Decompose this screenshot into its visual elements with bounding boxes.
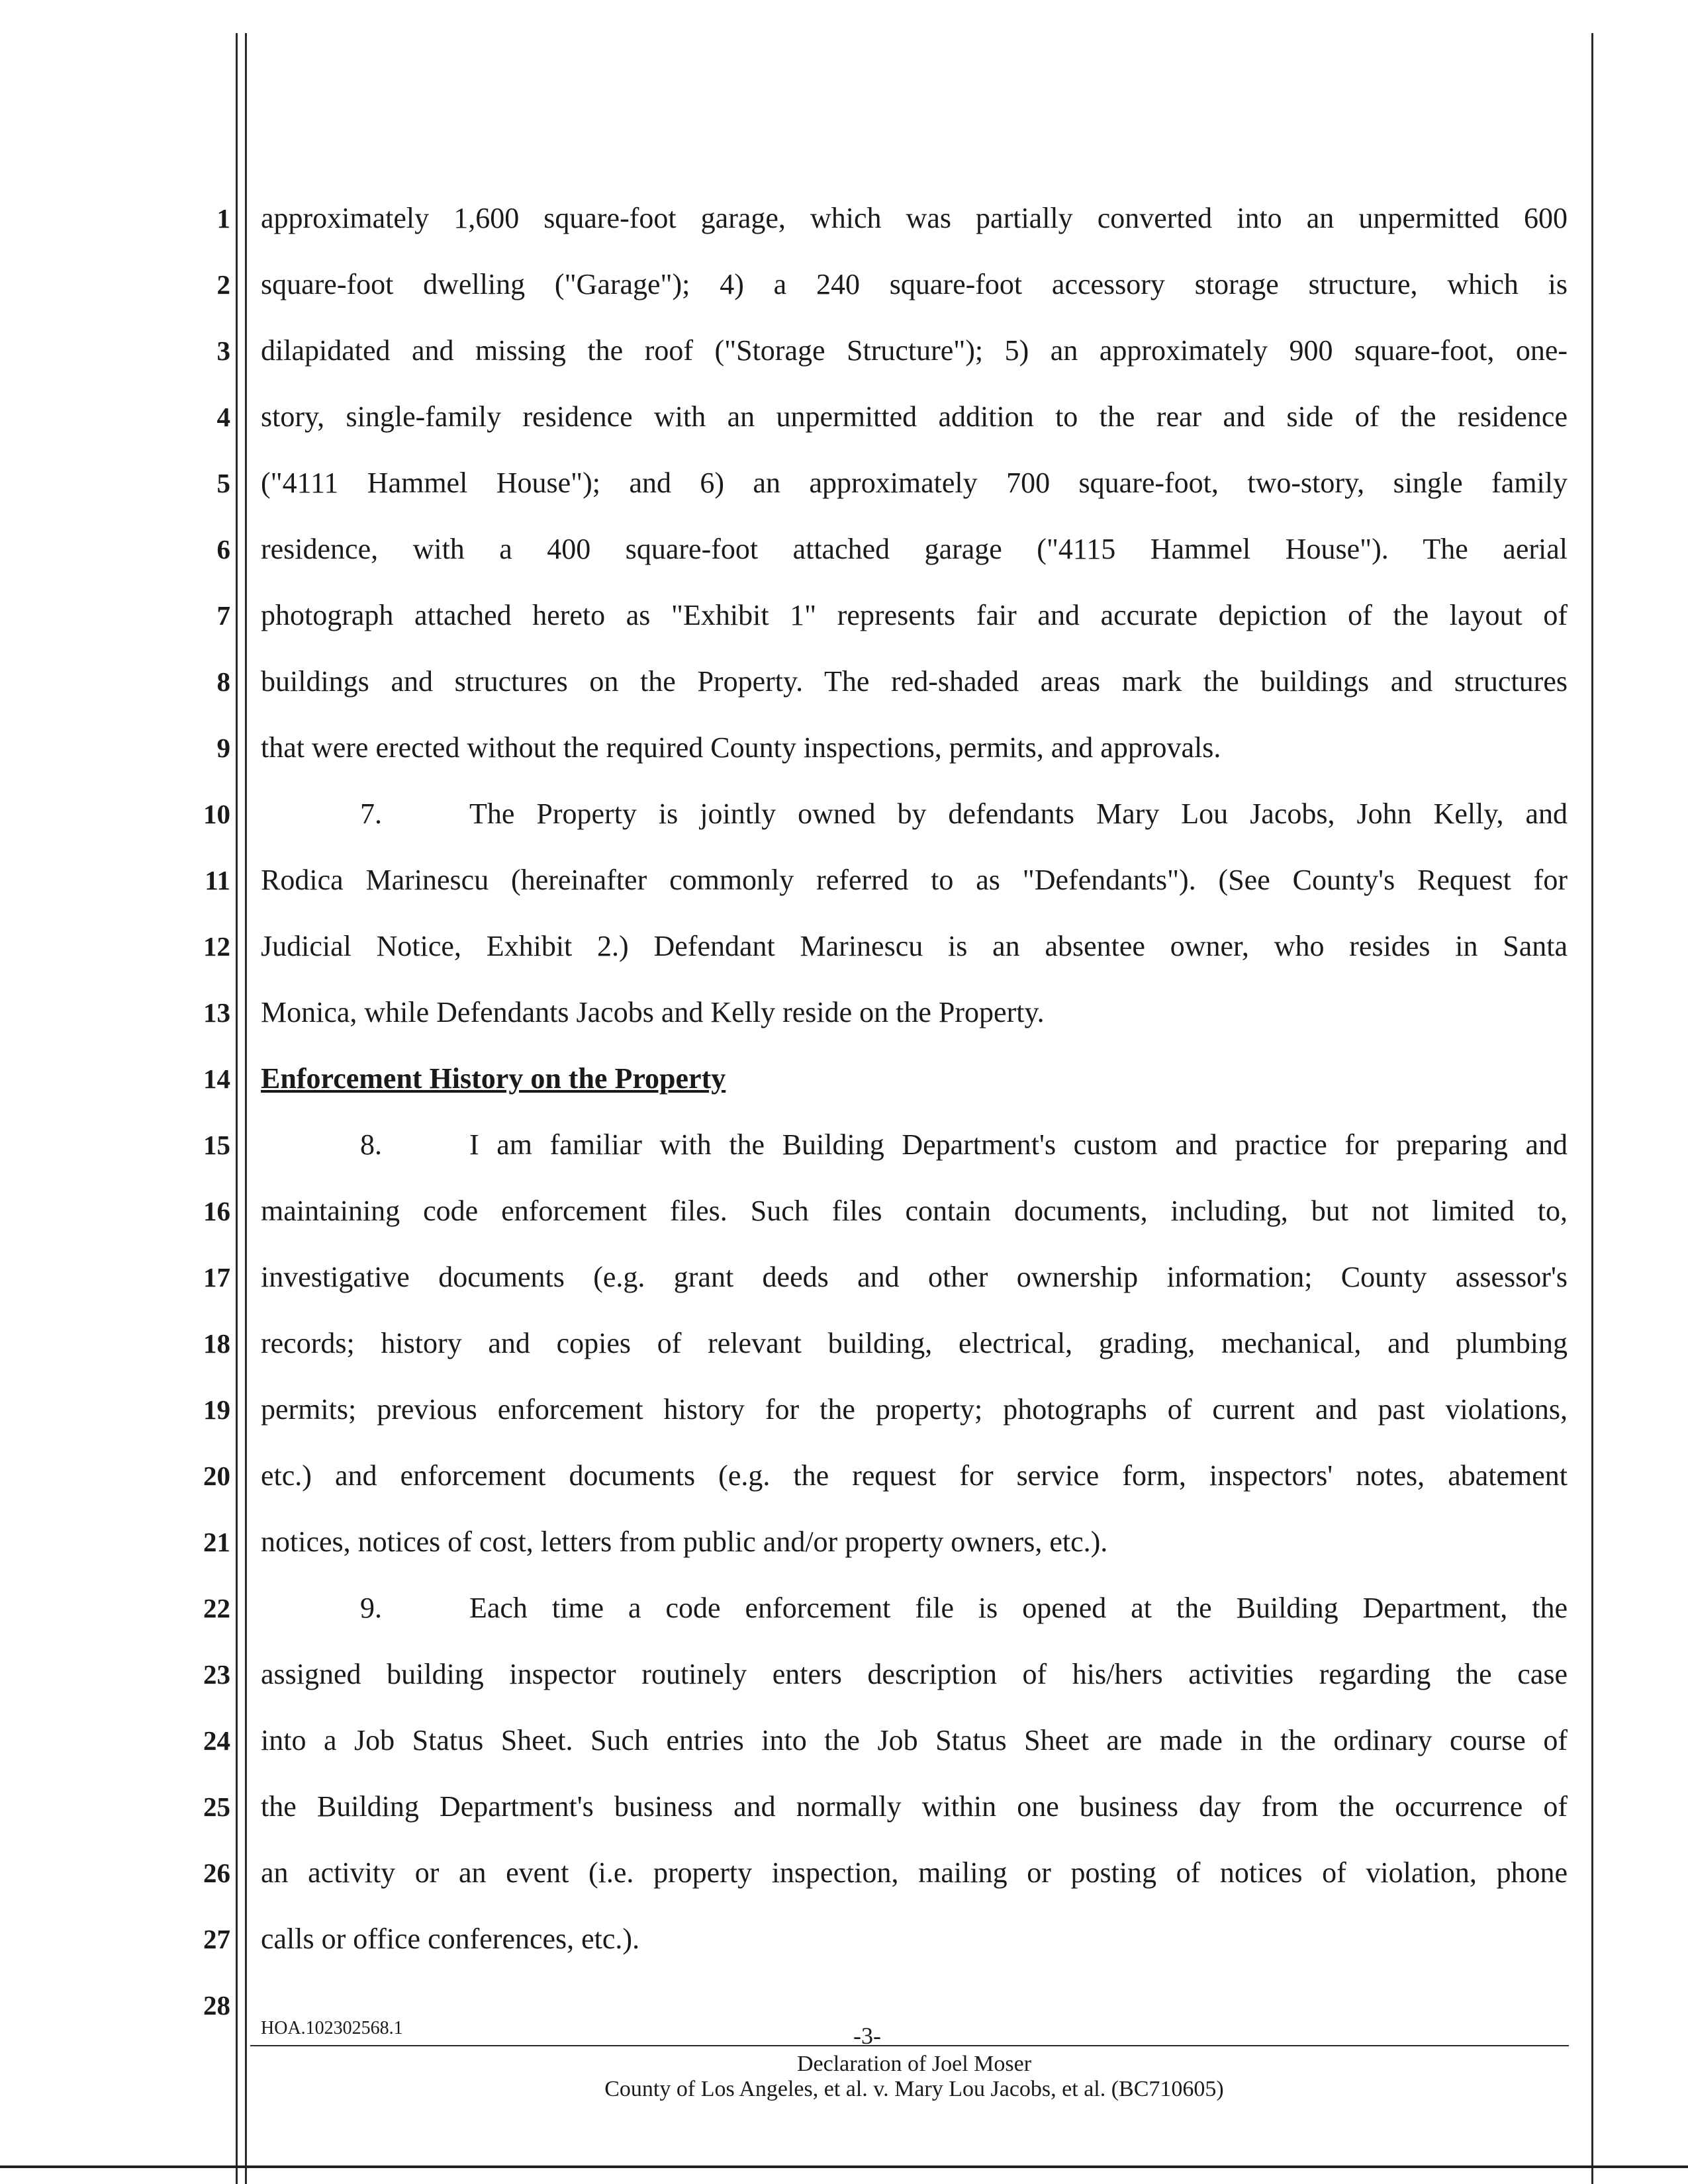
line-number: 10 [203, 799, 230, 829]
line-number: 28 [203, 1990, 230, 2021]
line-number: 11 [205, 865, 230, 895]
line-number: 1 [216, 203, 230, 234]
line-number: 4 [216, 402, 230, 432]
text-line: notices, notices of cost, letters from public and/or property owners, etc.). [261, 1525, 1108, 1558]
footer-case-caption: County of Los Angeles, et al. v. Mary Lou Jacobs, et al. (BC710605) [604, 2077, 1224, 2101]
text-line: The Property is jointly owned by defendants Mary Lou Jacobs, John Kelly, and [469, 797, 1568, 830]
line-number: 8 [216, 666, 230, 697]
text-line: Each time a code enforcement file is opened at the Building Department, the [469, 1592, 1568, 1624]
paragraph-number: 9. [360, 1592, 382, 1624]
line-number: 5 [216, 468, 230, 498]
text-line: square-foot dwelling ("Garage"); 4) a 240 square-foot accessory storage structure, which is [261, 268, 1568, 300]
line-number: 9 [216, 733, 230, 763]
line-number: 21 [203, 1527, 230, 1557]
text-line: permits; previous enforcement history for the property; photographs of current and past violations, [261, 1393, 1568, 1426]
line-number: 17 [203, 1262, 230, 1293]
line-number: 20 [203, 1461, 230, 1491]
right-margin-rule [1591, 33, 1593, 2184]
text-line: investigative documents (e.g. grant deeds and other ownership information; County assessor's [261, 1261, 1568, 1293]
text-line: story, single-family residence with an unpermitted addition to the rear and side of the residence [261, 400, 1568, 433]
text-line: photograph attached hereto as "Exhibit 1" represents fair and accurate depiction of the layout of [261, 599, 1568, 631]
paragraph-7-first-line [261, 797, 1568, 831]
text-line: Judicial Notice, Exhibit 2.) Defendant Marinescu is an absentee owner, who resides in Santa [261, 930, 1568, 962]
page-number: -3- [853, 2023, 881, 2049]
line-number: 7 [216, 600, 230, 631]
text-line: maintaining code enforcement files. Such files contain documents, including, but not limited to, [261, 1195, 1568, 1227]
text-line: Monica, while Defendants Jacobs and Kelly reside on the Property. [261, 996, 1045, 1028]
line-number: 16 [203, 1196, 230, 1226]
text-line: the Building Department's business and normally within one business day from the occurrence of [261, 1790, 1568, 1823]
paragraph-number: 8. [360, 1128, 382, 1161]
document-code: HOA.102302568.1 [261, 2018, 403, 2038]
text-line: records; history and copies of relevant building, electrical, grading, mechanical, and plumbing [261, 1327, 1568, 1359]
line-number: 22 [203, 1593, 230, 1623]
footer-title: Declaration of Joel Moser [796, 2052, 1032, 2076]
line-number: 27 [203, 1924, 230, 1954]
text-line: Rodica Marinescu (hereinafter commonly referred to as "Defendants"). (See County's Request for [261, 864, 1568, 896]
line-number: 24 [203, 1725, 230, 1756]
text-line: dilapidated and missing the roof ("Storage Structure"); 5) an approximately 900 square-foot, one- [261, 334, 1568, 367]
line-number: 26 [203, 1858, 230, 1888]
text-line: etc.) and enforcement documents (e.g. the request for service form, inspectors' notes, abatement [261, 1459, 1568, 1492]
line-number: 25 [203, 1792, 230, 1822]
line-number: 2 [216, 269, 230, 300]
paragraph-8-first-line [261, 1128, 1568, 1161]
text-line: I am familiar with the Building Department's custom and practice for preparing and [469, 1128, 1568, 1161]
text-line: assigned building inspector routinely enters description of his/hers activities regarding the case [261, 1658, 1568, 1690]
line-number: 18 [203, 1328, 230, 1359]
section-heading: Enforcement History on the Property [261, 1062, 726, 1095]
line-number: 23 [203, 1659, 230, 1690]
line-number: 6 [216, 534, 230, 565]
paragraph-9-first-line [261, 1592, 1568, 1625]
text-line: buildings and structures on the Property. The red-shaded areas mark the buildings and structures [261, 665, 1568, 698]
text-line: into a Job Status Sheet. Such entries into the Job Status Sheet are made in the ordinary course of [261, 1724, 1568, 1756]
line-number: 13 [203, 997, 230, 1028]
line-number: 3 [216, 336, 230, 366]
paragraph-number: 7. [360, 797, 382, 830]
line-number: 19 [203, 1394, 230, 1425]
line-number: 15 [203, 1130, 230, 1160]
left-margin-rule-outer [236, 33, 238, 2184]
text-line: ("4111 Hammel House"); and 6) an approximately 700 square-foot, two-story, single family [261, 467, 1568, 499]
text-line: approximately 1,600 square-foot garage, which was partially converted into an unpermitted 600 [261, 202, 1568, 234]
text-line: that were erected without the required County inspections, permits, and approvals. [261, 731, 1221, 764]
page-bottom-edge [0, 2165, 1688, 2168]
left-margin-rule-inner [245, 33, 247, 2184]
text-line: calls or office conferences, etc.). [261, 1923, 640, 1955]
text-line: an activity or an event (i.e. property inspection, mailing or posting of notices of violation, phone [261, 1856, 1568, 1889]
text-line: residence, with a 400 square-foot attached garage ("4115 Hammel House"). The aerial [261, 533, 1568, 565]
line-number: 14 [203, 1064, 230, 1094]
line-number: 12 [203, 931, 230, 962]
